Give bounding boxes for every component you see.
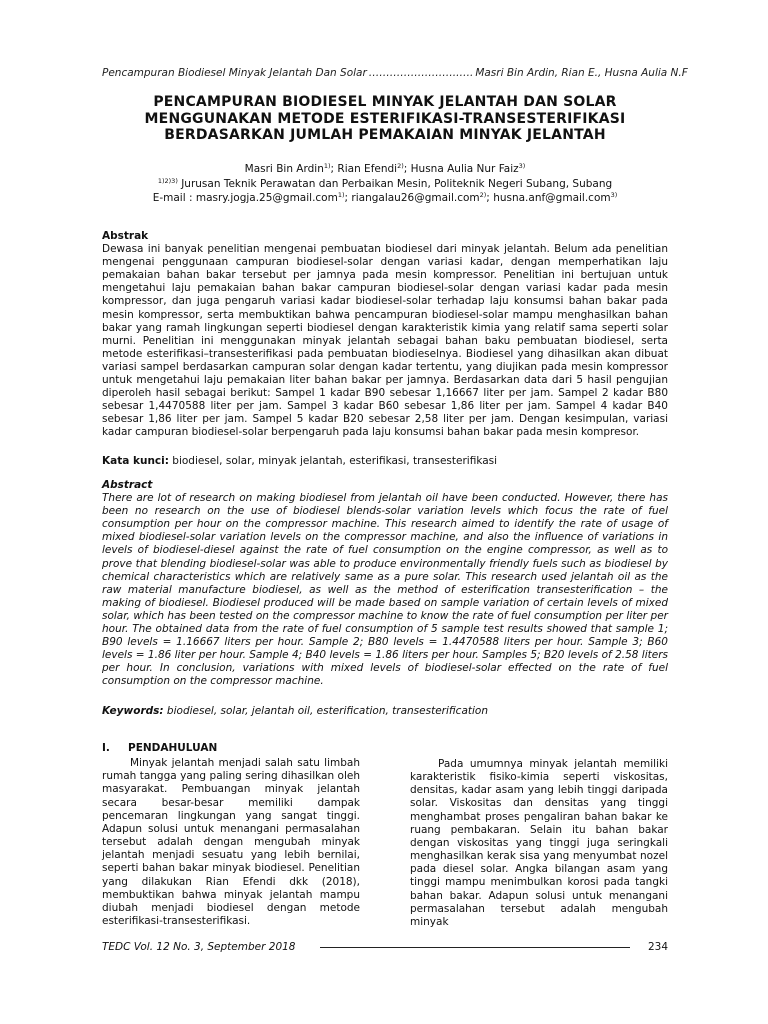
abstract-body: There are lot of research on making biodiesel from jelantah oil have been conducted. However, there has been no research on the use of biodiesel blends-solar variation levels which focus the rate of fuel consumption per hour on the compressor machine. This research aimed to identify the rate of usage of mixed biodiesel-solar variation levels on the compressor machine, and also the influence of variations in levels of biodiesel-diesel against the rate of fuel consumption on the engine compressor, as well as to prove that blending biodiesel-solar was able to produce environmentally friendly fuels such as biodiesel by chemical characteristics which are relatively same as a pure solar. This research used jelantah oil as the raw material manufacture biodiesel, as well as the method of esterification transesterification – the making of biodiesel. Biodiesel produced will be made based on sample variation of certain levels of mixed solar, which has been tested on the compressor machine to know the rate of fuel consumption per liter per hour. The obtained data from the rate of fuel consumption of 5 sample test results showed that sample 1; B90 levels = 1.16667 liters per hour. Sample 2; B80 levels = 1.4470588 liters per hour. Sample 3; B60 levels = 1.86 liter per hour. Sample 4; B40 levels = 1.86 liters per hour. Samples 5; B20 levels of 2.58 liters per hour. In conclusion, variations with mixed levels of biodiesel-solar effected on the rate of fuel consumption on the compressor machine.	[102, 492, 668, 688]
section-heading	[102, 742, 360, 755]
separator: ;	[486, 192, 494, 204]
author-sup: 3)	[518, 162, 526, 170]
author-block	[102, 162, 668, 206]
keywords	[102, 705, 668, 718]
title-line: MENGGUNAKAN METODE ESTERIFIKASI-TRANSESTERIFIKASI	[144, 110, 626, 127]
running-head	[102, 67, 688, 79]
abstract-heading: Abstract	[102, 479, 153, 491]
abstrak-heading: Abstrak	[102, 230, 149, 242]
intro-paragraph: Minyak jelantah menjadi salah satu limbah rumah tangga yang paling sering dihasilkan oleh masyarakat. Pembuangan minyak jelantah secara besar-besar memiliki dampak pencemaran lingkungan yang sangat tinggi. Adapun solusi untuk menangani permasalahan tersebut adalah dengan mengubah minyak jelantah menjadi sesuatu yang lebih bernilai, seperti bahan bakar minyak biodiesel. Penelitian yang dilakukan Rian Efendi dkk (2018), membuktikan bahwa minyak jelantah mampu diubah menjadi biodiesel dengan metode esterifikasi-transesterifikasi.	[102, 757, 360, 928]
abstrak-section	[102, 230, 668, 440]
abstract-section	[102, 479, 668, 689]
page-footer	[102, 941, 668, 953]
email-address[interactable]: husna.anf@gmail.com	[493, 192, 611, 204]
running-head-title: Pencampuran Biodiesel Minyak Jelantah Dan Solar	[102, 67, 367, 79]
email-address[interactable]: riangalau26@gmail.com	[351, 192, 480, 204]
running-head-leader: ……………………..….	[368, 67, 474, 79]
kata-kunci-label: Kata kunci:	[102, 455, 169, 467]
author-name: Rian Efendi	[337, 163, 398, 175]
email-line	[102, 191, 668, 206]
page-number: 234	[647, 941, 668, 953]
author-name: Husna Aulia Nur Faiz	[410, 163, 519, 175]
footer-rule	[320, 947, 630, 948]
section-number: I.	[102, 742, 110, 754]
section-title: PENDAHULUAN	[128, 742, 218, 754]
column-left	[102, 742, 360, 928]
email-sup: 3)	[610, 191, 618, 199]
separator: ;	[344, 192, 352, 204]
email-label: E-mail :	[152, 192, 196, 204]
author-name: Masri Bin Ardin	[244, 163, 324, 175]
abstrak-body: Dewasa ini banyak penelitian mengenai pembuatan biodiesel dari minyak jelantah. Belum ada penelitian mengenai penggunaan campuran biodiesel-solar dengan variasi kadar, dengan memperhatikan laju pemakaian bahan bakar tersebut per jamnya pada mesin kompressor. Penelitian ini bertujuan untuk mengetahui laju pemakaian bahan bakar campuran biodiesel-solar dengan variasi kadar pada mesin kompressor, dan juga pengaruh variasi kadar biodiesel-solar terhadap laju konsumsi bahan bakar pada mesin kompressor, serta membuktikan bahwa pencampuran biodiesel-solar mampu menghasilkan bahan bakar yang ramah lingkungan seperti biodiesel dengan karakteristik kimia yang relatif sama seperti solar murni. Penelitian ini menggunakan minyak jelantah sebagai bahan baku pembuatan biodiesel, serta metode esterifikasi–transesterifikasi pada pembuatan biodieselnya. Biodiesel yang dihasilkan akan dibuat variasi sampel berdasarkan campuran solar dengan kadar tertentu, yang diujikan pada mesin kompressor untuk mengetahui laju pemakaian liter bahan bakar per jamnya. Berdasarkan data dari 5 hasil pengujian diperoleh hasil sebagai berikut: Sampel 1 kadar B90 sebesar 1,16667 liter per jam. Sampel 2 kadar B80 sebesar 1,4470588 liter per jam. Sampel 3 kadar B60 sebesar 1,86 liter per jam. Sampel 4 kadar B40 sebesar 1,86 liter per jam. Sampel 5 kadar B20 sebesar 2,58 liter per jam. Dengan kesimpulan, variasi kadar campuran biodiesel-solar berpengaruh pada laju konsumsi bahan bakar pada mesin kompresor.	[102, 243, 668, 439]
journal-citation: TEDC Vol. 12 No. 3, September 2018	[102, 941, 296, 953]
affiliation-sup: 1)2)3)	[157, 176, 178, 185]
separator: ;	[403, 163, 411, 175]
kata-kunci	[102, 455, 668, 468]
email-sup: 2)	[479, 191, 487, 199]
email-address[interactable]: masry.jogja.25@gmail.com	[195, 192, 338, 204]
intro-paragraph: Pada umumnya minyak jelantah memiliki karakteristik fisiko-kimia seperti viskositas, densitas, kadar asam yang lebih tinggi daripada solar. Viskositas dan densitas yang tinggi menghambat proses pengaliran bahan bakar ke ruang pembakaran. Selain itu bahan bakar dengan viskositas yang tinggi juga seringkali menghasilkan kerak sisa yang menyumbat nozel pada diesel solar. Angka bilangan asam yang tinggi mampu menimbulkan korosi pada tangki bahan bakar. Adapun solusi untuk menangani permasalahan tersebut adalah mengubah minyak	[410, 758, 668, 928]
kata-kunci-text: biodiesel, solar, minyak jelantah, esterifikasi, transesterifikasi	[168, 455, 498, 467]
affiliation-text: Jurusan Teknik Perawatan dan Perbaikan Mesin, Politeknik Negeri Subang, Subang	[177, 177, 613, 190]
paper-title	[102, 94, 668, 144]
author-sup: 2)	[397, 162, 404, 170]
author-sup: 1)	[323, 162, 331, 170]
affiliation	[102, 177, 668, 192]
running-head-authors: Masri Bin Ardin, Rian E., Husna Aulia N.F	[475, 67, 688, 79]
title-line: PENCAMPURAN BIODIESEL MINYAK JELANTAH DAN SOLAR	[153, 94, 617, 110]
column-right	[410, 758, 668, 929]
email-sup: 1)	[337, 191, 345, 199]
title-line: BERDASARKAN JUMLAH PEMAKAIAN MINYAK JELANTAH	[164, 127, 606, 143]
separator: ;	[330, 163, 338, 175]
keywords-label: Keywords:	[102, 705, 164, 717]
author-names	[102, 162, 668, 177]
keywords-text: biodiesel, solar, jelantah oil, esterification, transesterification	[163, 705, 488, 717]
